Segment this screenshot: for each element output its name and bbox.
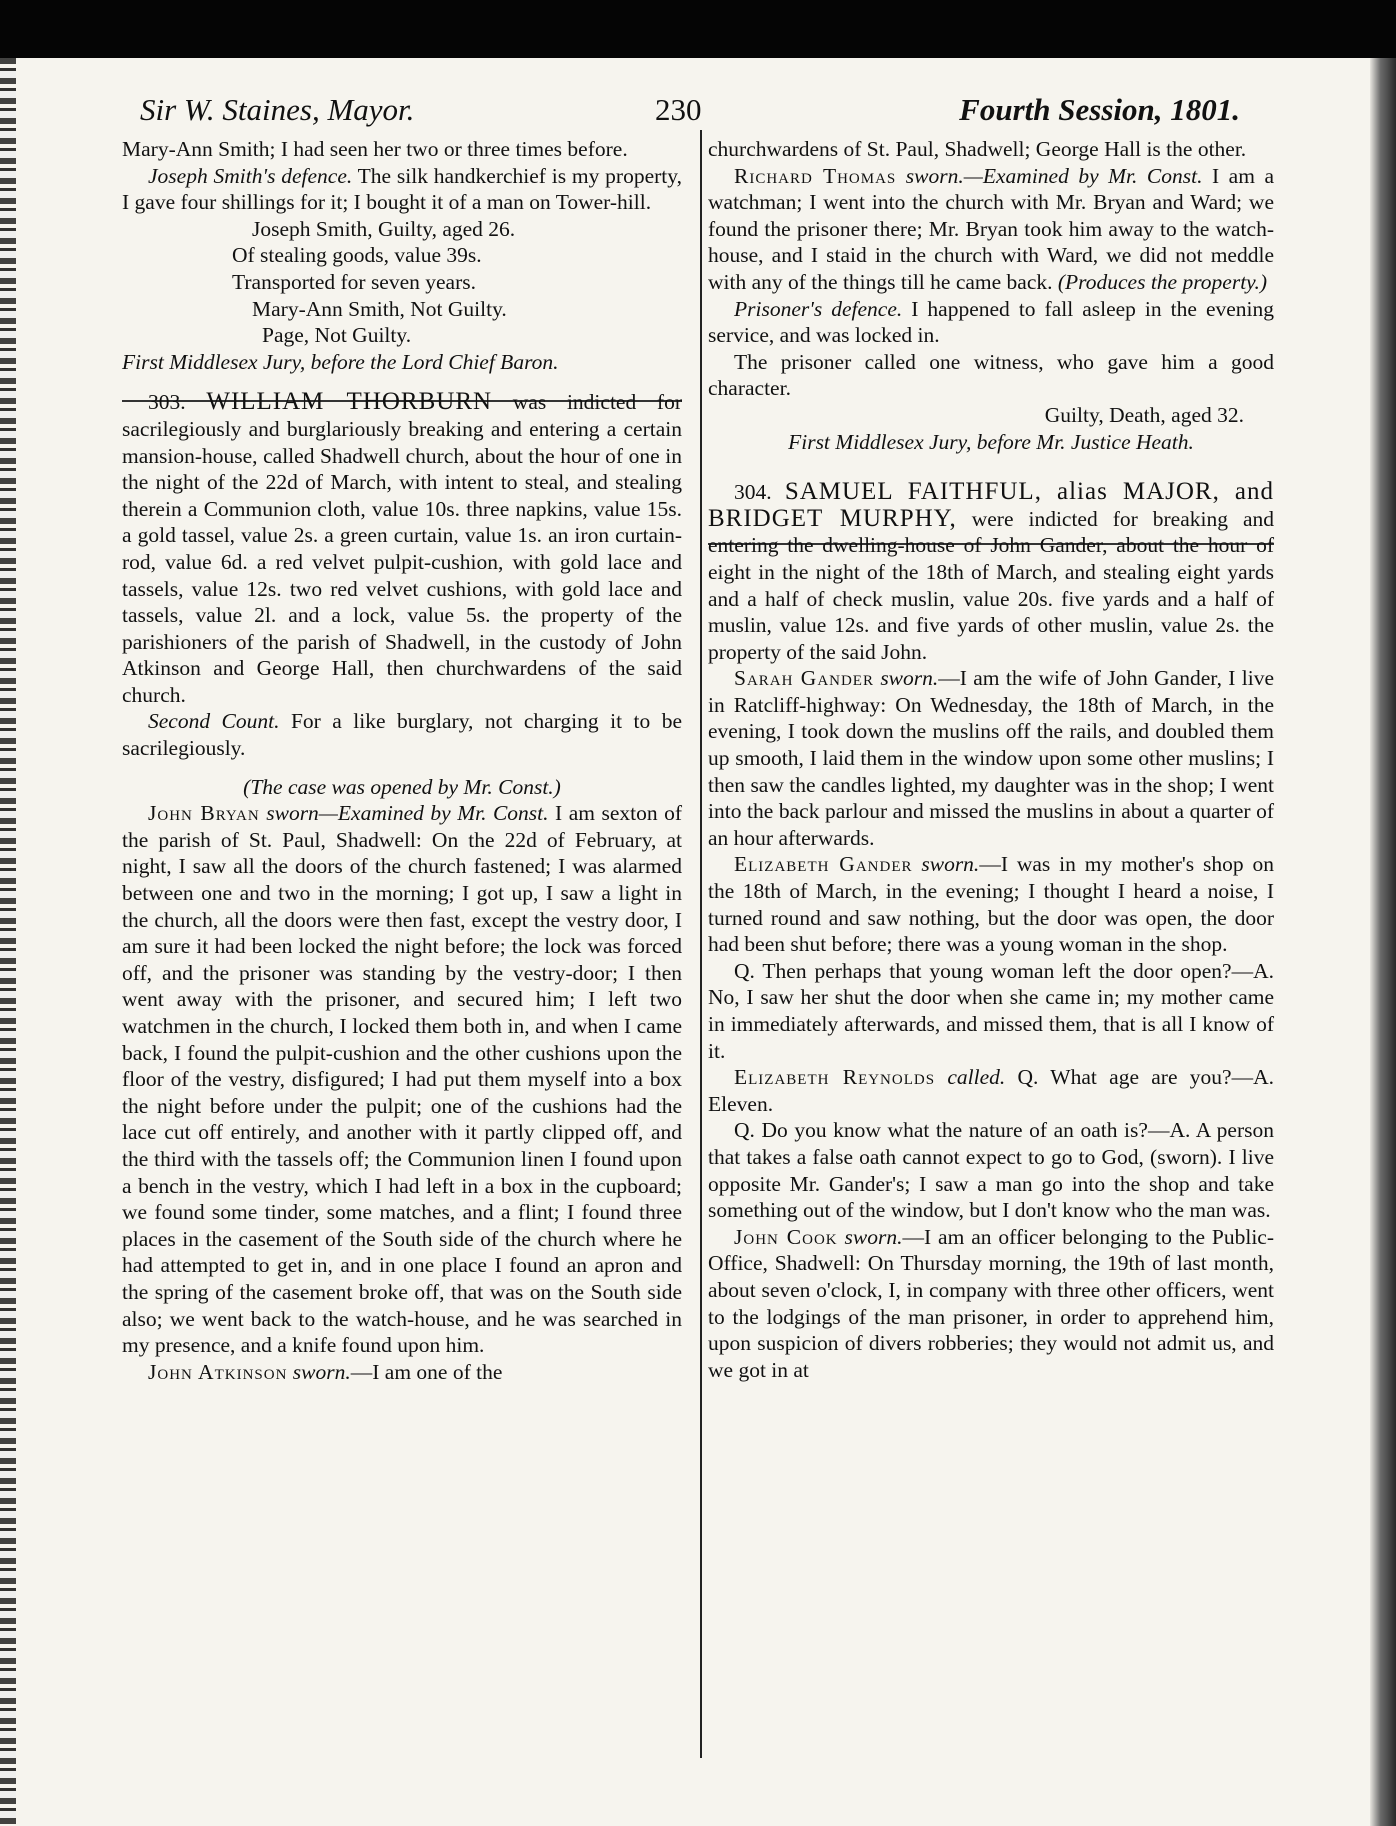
column-divider (700, 130, 702, 1758)
question-answer: Q. Then perhaps that young woman left the door open?—A. No, I saw her shut the door when she came in; my mother came in immediately afterwards, and missed them, that is all I know of it. (708, 958, 1274, 1063)
scan-left-edge (0, 58, 16, 1826)
header-session: Fourth Session, 1801. (959, 92, 1240, 127)
right-column (708, 136, 1274, 1383)
question-answer: Q. Do you know what the nature of an oath is?—A. A person that takes a false oath cannot expect to go to God, (sworn). I live opposite Mr. Gander's; I saw a man go into the shop and take something out of the window, but I don't know who the man was. (708, 1118, 1274, 1223)
header-mayor: Sir W. Staines, Mayor. (140, 92, 415, 127)
testimony-paragraph: Sarah Gander sworn.—I am the wife of John Gander, I live in Ratcliff-highway: On Wednesday, the 18th of March, in the evening, I took down the muslins off the rails, and doubled them up smooth, I laid them in the window upon some other muslins; I then saw the candles lighted, my daughter was in the shop; I went into the back parlour and missed the muslins in about a quarter of an hour afterwards. (708, 666, 1274, 850)
jury-line: First Middlesex Jury, before Mr. Justice Heath. (788, 429, 1194, 454)
testimony-paragraph: Elizabeth Reynolds called. Q. What age are you?—A. Eleven. (708, 1065, 1274, 1116)
verdict-line: Transported for seven years. (232, 269, 477, 294)
testimony-paragraph: John Cook sworn.—I am an officer belonging to the Public-Office, Shadwell: On Thursday morning, the 19th of last month, about seven o'clock, I, in company with three other officers, went to the lodgings of the man prisoner, in order to apprehend him, upon suspicion of divers robberies; they would not admit us, and we got in at (708, 1224, 1274, 1382)
testimony-paragraph: Elizabeth Gander sworn.—I was in my mother's shop on the 18th of March, in the evening; I thought I heard a noise, I turned round and saw nothing, but the door was open, the door had been shut before; there was a young woman in the shop. (708, 852, 1274, 957)
verdict-line: Mary-Ann Smith, Not Guilty. (252, 296, 507, 321)
scan-right-edge (1370, 58, 1396, 1826)
scan-top-border (0, 0, 1396, 58)
case-paragraph: 304. SAMUEL FAITHFUL, alias MAJOR, and BRIDGET MURPHY, were indicted for breaking and entering the dwelling-house of John Gander, about the hour of eight in the night of the 18th of March, and stealing eight yards and a half of check muslin, value 20s. five yards and a half of muslin, value 12s. and five yards of other muslin, value 2s. the property of the said John. (708, 478, 1275, 664)
case-paragraph: 303. WILLIAM THORBURN was indicted for sacrilegiously and burglariously breaking and entering a certain mansion-house, called Shadwell church, about the hour of one in the night of the 22d of March, with intent to steal, and stealing therein a Communion cloth, value 10s. three napkins, value 15s. a gold tassel, value 2s. a green curtain, value 1s. an iron curtain-rod, value 6d. a red velvet pulpit-cushion, with gold lace and tassels, value 12s. two red velvet cushions, with gold lace and tassels, value 2l. and a lock, value 5s. the property of the parishioners of the parish of Shadwell, in the custody of John Atkinson and George Hall, then churchwardens of the said church. (122, 388, 682, 707)
testimony-paragraph: John Bryan sworn—Examined by Mr. Const. I am sexton of the parish of St. Paul, Shadwell: On the 22d of February, at night, I saw all the doors of the church fastened; I was alarmed between one and two in the morning; I got up, I saw a light in the church, all the doors were then fast, except the vestry door, I am sure it had been locked the night before; the lock was forced off, and the prisoner was standing by the vestry-door; I then went away with the prisoner, and secured him; I left two watchmen in the church, I locked them both in, and when I came back, I found the pulpit-cushion and the other cushions upon the floor of the vestry, disfigured; I had put them myself into a box the night before under the pulpit; one of the cushions had the lace cut off entirely, and another with it partly clipped off, and the third with the tassels off; the Communion linen I found upon a bench in the vestry, which I had left in a box in the cupboard; we found some tinder, some matches, and a flint; I found three places in the casement of the South side of the church where he had attempted to get in, and in one place I found an apron and the spring of the casement broke off, that was on the South side also; we went back to the watch-house, and he was searched in my presence, and a knife found upon him. (122, 801, 683, 1358)
text-paragraph: The prisoner called one witness, who gave him a good character. (708, 349, 1274, 401)
text-paragraph: Joseph Smith's defence. The silk handkerchief is my property, I gave four shillings for it; I bought it of a man on Tower-hill. (122, 163, 682, 215)
jury-line: First Middlesex Jury, before the Lord Chief Baron. (122, 349, 559, 374)
page-number: 230 (655, 92, 702, 127)
verdict-line: Of stealing goods, value 39s. (232, 243, 482, 268)
verdict-line: Page, Not Guilty. (262, 323, 412, 348)
verdict-line: Joseph Smith, Guilty, aged 26. (252, 216, 516, 241)
text-paragraph: Mary-Ann Smith; I had seen her two or three times before. (122, 137, 628, 161)
testimony-paragraph: John Atkinson sworn.—I am one of the (148, 1359, 503, 1384)
testimony-paragraph: Richard Thomas sworn.—Examined by Mr. Const. I am a watchman; I went into the church with Mr. Bryan and Ward; we found the prisoner there; Mr. Bryan took him away to the watch-house, and I staid in the church with Ward, we did not meddle with any of the things till he came back. (Produces the property.) (708, 163, 1275, 294)
text-paragraph: Second Count. For a like burglary, not charging it to be sacrilegiously. (122, 709, 683, 761)
page-header (140, 92, 1240, 132)
verdict-line: Guilty, Death, aged 32. (1044, 402, 1244, 427)
text-paragraph: churchwardens of St. Paul, Shadwell; George Hall is the other. (708, 137, 1247, 161)
left-column (122, 136, 682, 1385)
case-opened-note: (The case was opened by Mr. Const.) (243, 774, 561, 799)
text-paragraph: Prisoner's defence. I happened to fall asleep in the evening service, and was locked in. (708, 296, 1274, 348)
